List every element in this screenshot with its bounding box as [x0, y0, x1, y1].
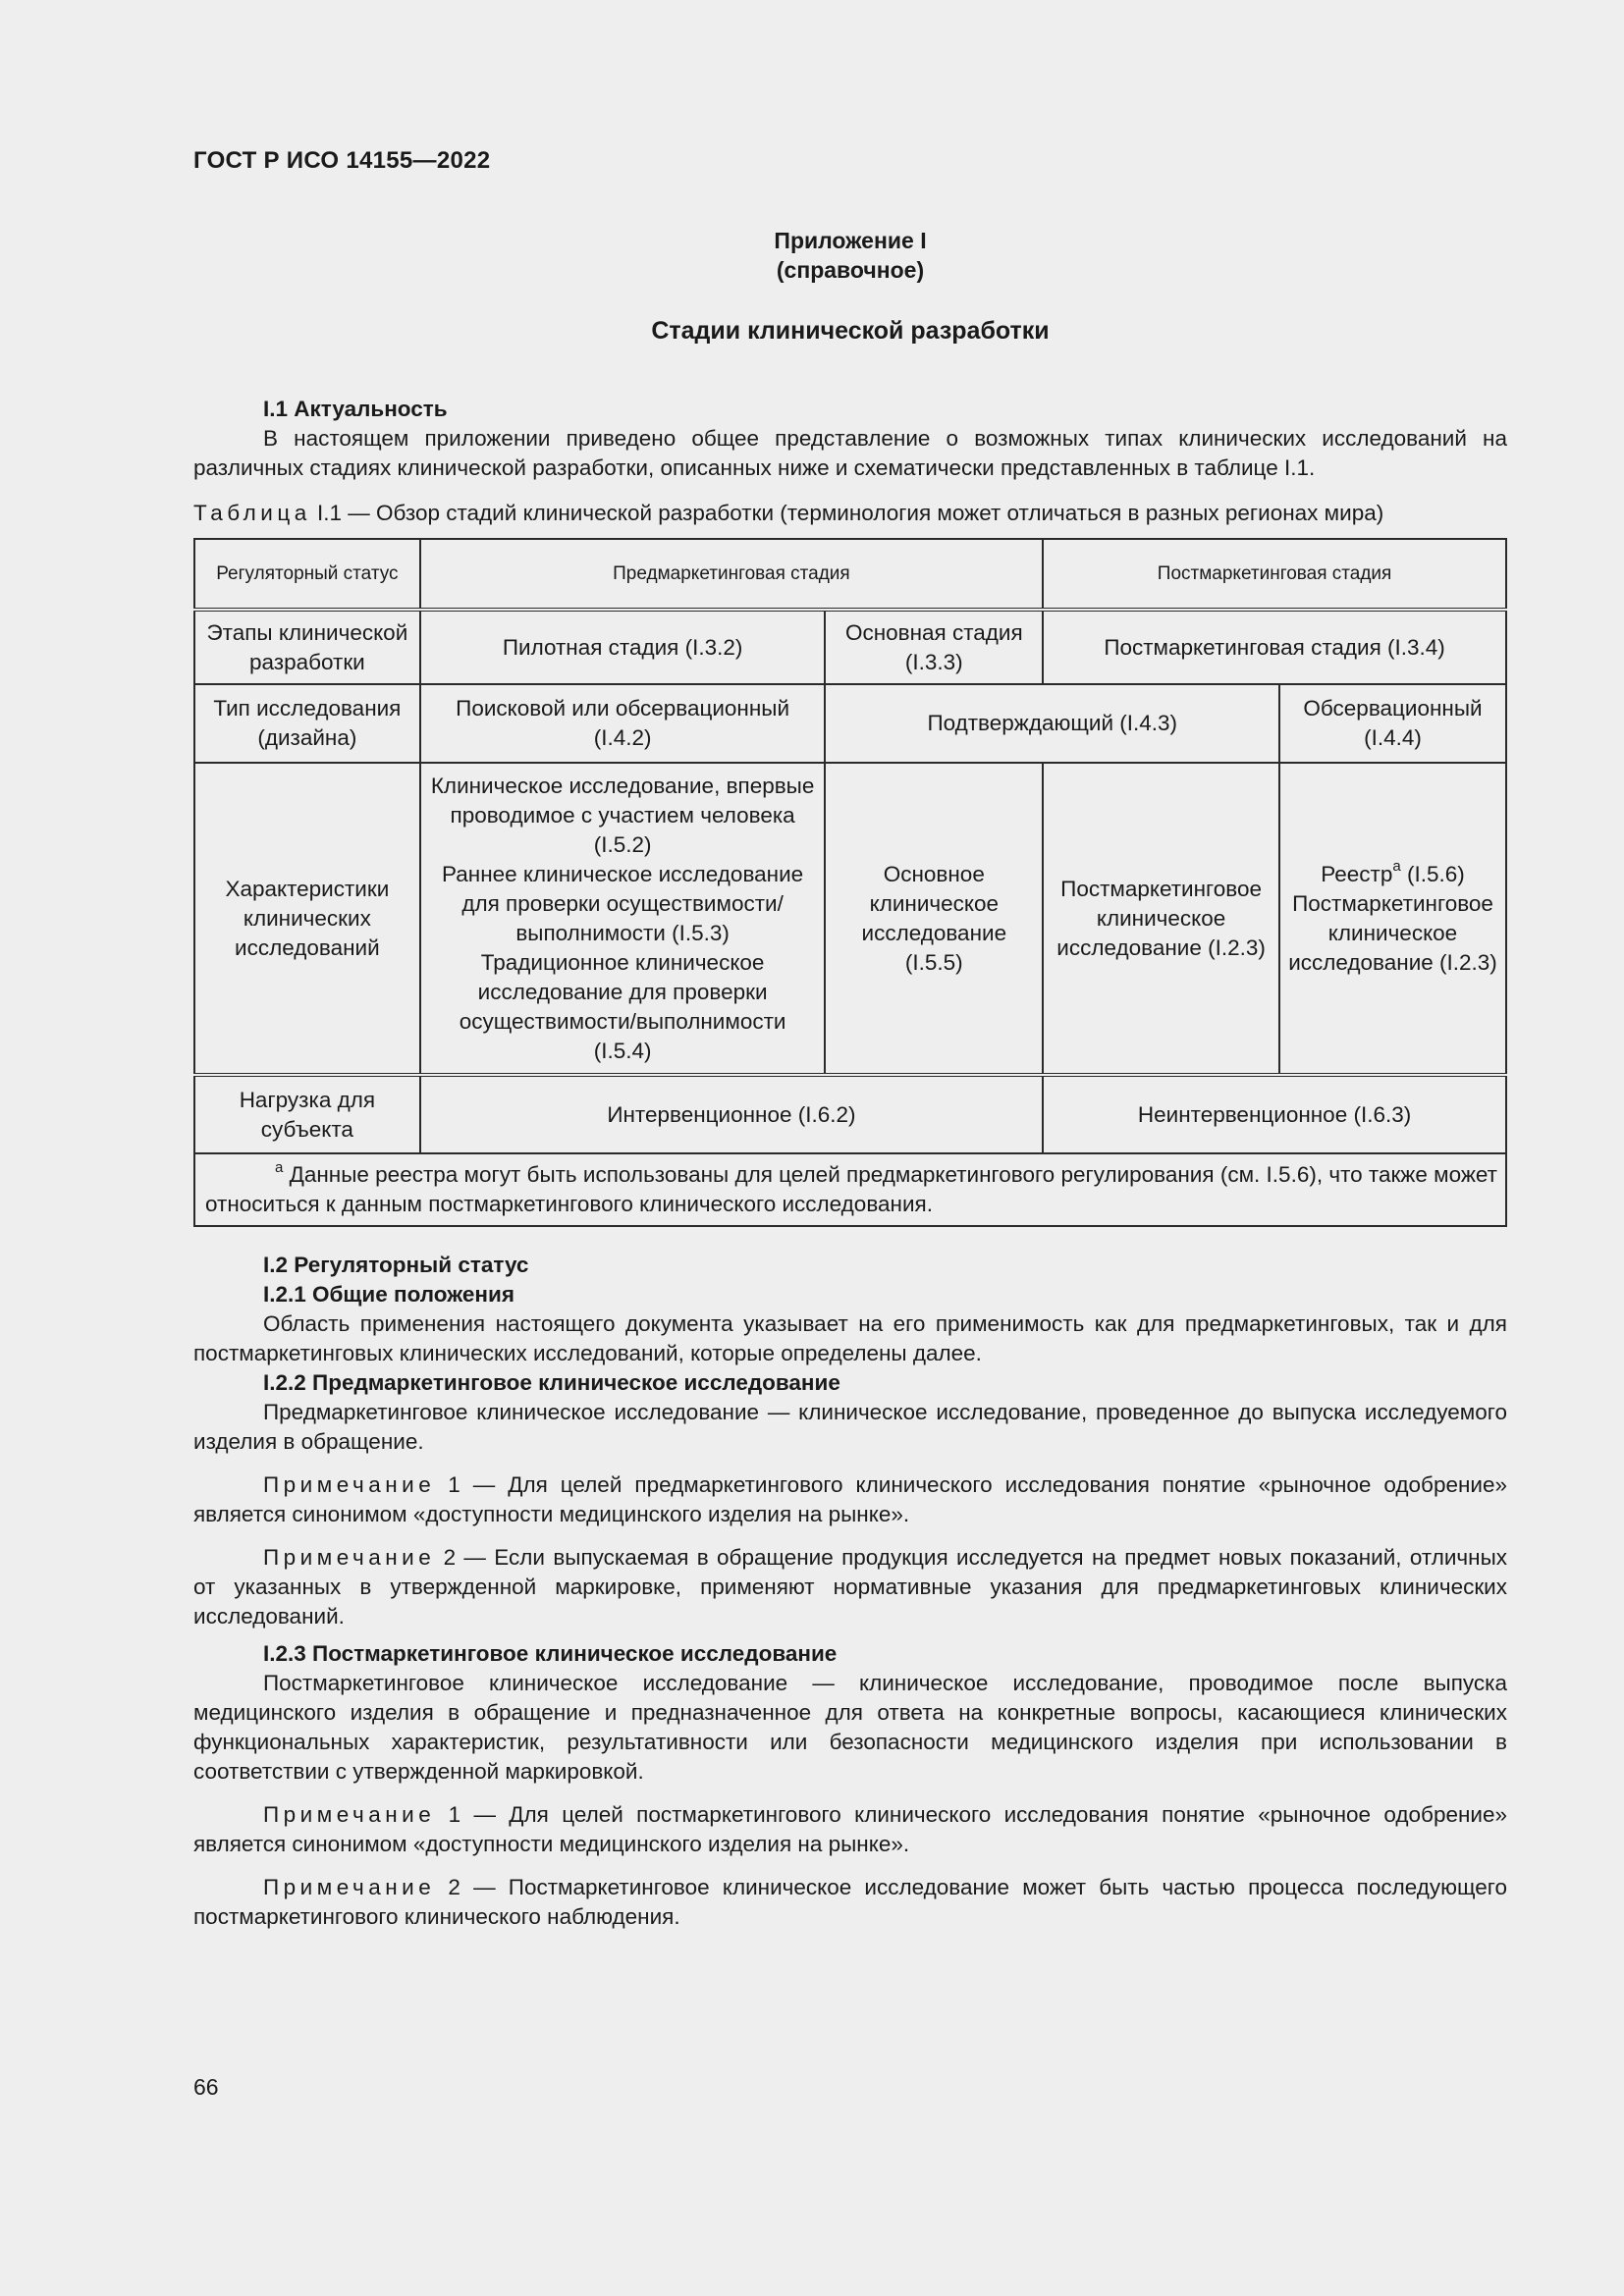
note-i22-1	[193, 1470, 1507, 1529]
section-heading-i22: I.2.2 Предмаркетинговое клиническое исследование	[263, 1370, 840, 1395]
document-code: ГОСТ Р ИСО 14155—2022	[193, 147, 491, 174]
table-row	[194, 539, 1506, 610]
appendix-type: (справочное)	[776, 257, 925, 283]
registry-ref: (I.5.6)	[1400, 861, 1465, 886]
table-cell: Характеристики клинических исследований	[194, 763, 420, 1075]
note-word: Примечание	[263, 1802, 436, 1827]
section-heading-i1: I.1 Актуальность	[263, 397, 448, 421]
section-heading-i23: I.2.3 Постмаркетинговое клиническое исследование	[263, 1641, 838, 1666]
table-cell: Обсервационный (I.4.4)	[1279, 684, 1506, 763]
appendix-heading	[193, 226, 1507, 285]
note-text: 1 — Для целей предмаркетингового клинического исследования понятие «рыночное одобрение» является синонимом «доступности медицинского изделия на рынке».	[193, 1472, 1507, 1526]
table-cell	[1279, 763, 1506, 1075]
table-cell: Нагрузка для субъекта	[194, 1075, 420, 1153]
table-cell: Предмаркетинговая стадия	[420, 539, 1043, 610]
note-i23-2	[193, 1873, 1507, 1932]
table-cell: Регуляторный статус	[194, 539, 420, 610]
table-cell: Тип исследования (дизайна)	[194, 684, 420, 763]
appendix-title: Стадии клинической разработки	[651, 317, 1050, 345]
table-cell: Интервенционное (I.6.2)	[420, 1075, 1043, 1153]
paragraph-i22: Предмаркетинговое клиническое исследование — клиническое исследование, проведенное до выпуска исследуемого изделия в обращение.	[193, 1400, 1507, 1454]
registry-word: Реестр	[1321, 861, 1393, 886]
table-row	[194, 763, 1506, 1075]
table-row	[194, 610, 1506, 684]
table-row	[194, 684, 1506, 763]
footnote-mark: a	[1392, 858, 1401, 875]
note-text: 2 — Если выпускаемая в обращение продукция исследуется на предмет новых показаний, отличных от указанных в утвержденной маркировке, применяют нормативные указания для предмаркетинговых клинических исследований.	[193, 1545, 1507, 1629]
cell-line: Традиционное клиническое исследование для проверки осуществимости/выполнимости (I.5.4)	[459, 949, 786, 1063]
note-word: Примечание	[263, 1545, 436, 1570]
cell-line	[1288, 860, 1497, 889]
table-cell: Постмаркетинговое клиническое исследование (I.2.3)	[1043, 763, 1279, 1075]
table-cell: Подтверждающий (I.4.3)	[825, 684, 1279, 763]
note-text: 2 — Постмаркетинговое клиническое исследование может быть частью процесса последующего постмаркетингового клинического наблюдения.	[193, 1875, 1507, 1929]
table-cell: Постмаркетинговая стадия (I.3.4)	[1043, 610, 1506, 684]
cell-line: Постмаркетинговое клиническое исследование (I.2.3)	[1288, 890, 1497, 975]
footnote-mark: a	[275, 1158, 284, 1176]
section-heading-i2: I.2 Регуляторный статус	[263, 1253, 529, 1277]
table-cell: Основная стадия (I.3.3)	[825, 610, 1043, 684]
table-cell: Основное клиническое исследование (I.5.5)	[825, 763, 1043, 1075]
table-cell: Поисковой или обсервационный (I.4.2)	[420, 684, 826, 763]
table-cell	[420, 763, 826, 1075]
note-word: Примечание	[263, 1472, 436, 1497]
table-row	[194, 1075, 1506, 1153]
note-i23-1	[193, 1800, 1507, 1859]
table-cell: Этапы клинической разработки	[194, 610, 420, 684]
table-cell: Неинтервенционное (I.6.3)	[1043, 1075, 1506, 1153]
note-text: 1 — Для целей постмаркетингового клинического исследования понятие «рыночное одобрение» является синонимом «доступности медицинского изделия на рынке».	[193, 1802, 1507, 1856]
table-caption	[193, 499, 1507, 528]
page-number: 66	[193, 2074, 219, 2100]
document-body	[193, 395, 1507, 1932]
clinical-stages-table	[193, 538, 1507, 1227]
appendix-label: Приложение I	[774, 228, 927, 253]
footnote-text: Данные реестра могут быть использованы для целей предмаркетингового регулирования (см. I.5.6), что также может относиться к данным постмаркетингового клинического исследования.	[205, 1162, 1497, 1216]
section-heading-i21: I.2.1 Общие положения	[263, 1282, 514, 1307]
cell-line: Раннее клиническое исследование для проверки осуществимости/выполнимости (I.5.3)	[442, 861, 804, 945]
paragraph-i21: Область применения настоящего документа указывает на его применимость как для предмаркетинговых, так и для постмаркетинговых клинических исследований, которые определены далее.	[193, 1311, 1507, 1365]
cell-line: Клиническое исследование, впервые проводимое с участием человека (I.5.2)	[430, 773, 815, 857]
table-caption-prefix: Таблица	[193, 501, 311, 525]
table-footnote-row	[194, 1153, 1506, 1226]
note-i22-2	[193, 1543, 1507, 1631]
table-cell: Постмаркетинговая стадия	[1043, 539, 1506, 610]
paragraph-i23: Постмаркетинговое клиническое исследование — клиническое исследование, проводимое после выпуска медицинского изделия в обращение и предназначенное для ответа на конкретные вопросы, касающиеся клинических функциональных характеристик, результативности или безопасности медицинского изделия при использовании в соответствии с утвержденной маркировкой.	[193, 1671, 1507, 1784]
table-caption-text: I.1 — Обзор стадий клинической разработки (терминология может отличаться в разных регионах мира)	[310, 501, 1384, 525]
table-footnote	[194, 1153, 1506, 1226]
paragraph-i1: В настоящем приложении приведено общее представление о возможных типах клинических исследований на различных стадиях клинической разработки, описанных ниже и схематически представленных в таблице I.1.	[193, 426, 1507, 480]
table-cell: Пилотная стадия (I.3.2)	[420, 610, 826, 684]
note-word: Примечание	[263, 1875, 436, 1899]
